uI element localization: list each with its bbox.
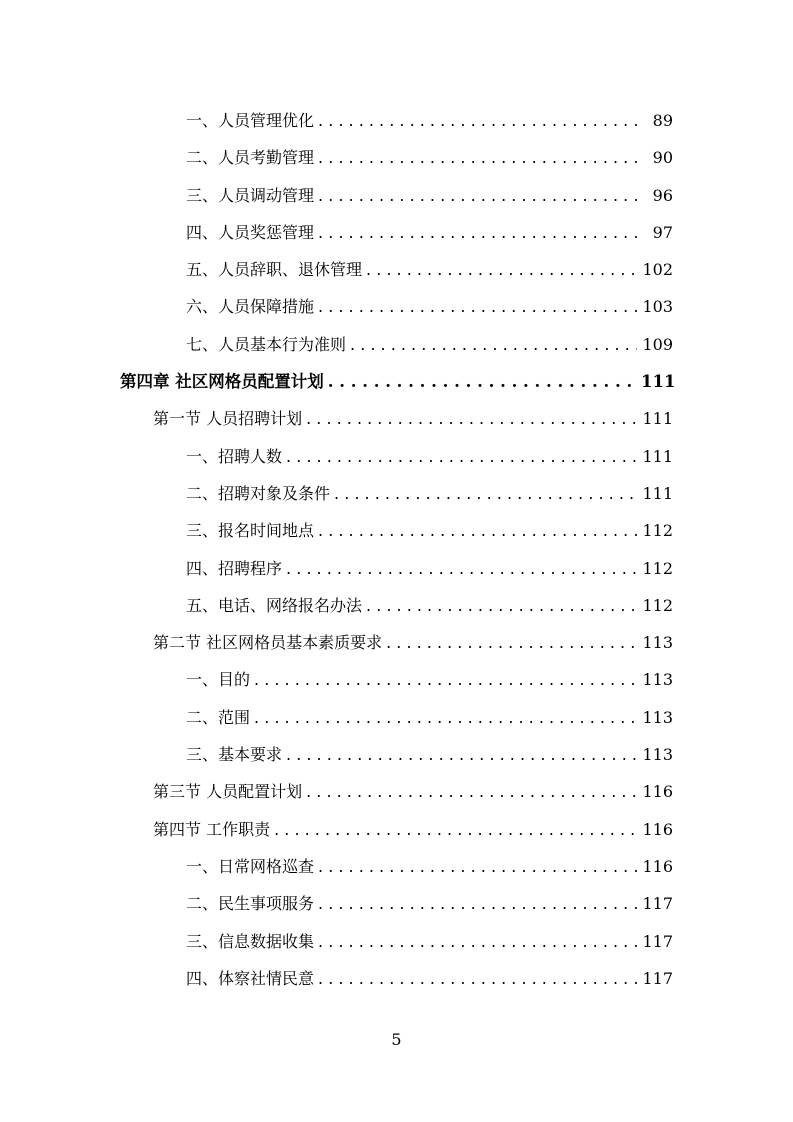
toc-entry[interactable]	[0, 326, 673, 363]
toc-entry[interactable]	[0, 512, 673, 549]
toc-leader-dots	[318, 177, 637, 214]
toc-entry-page-number: 111	[642, 446, 673, 466]
toc-entry-label: 三、人员调动管理	[186, 185, 315, 205]
toc-entry[interactable]	[0, 214, 673, 251]
toc-entry[interactable]	[0, 736, 673, 773]
toc-leader-dots	[254, 699, 637, 736]
toc-entry-page-number: 113	[642, 707, 673, 727]
toc-leader-dots	[306, 400, 637, 437]
toc-entry[interactable]	[0, 811, 673, 848]
toc-entry[interactable]	[0, 438, 673, 475]
toc-entry-label: 三、报名时间地点	[186, 521, 315, 541]
toc-entry-label: 第一节 人员招聘计划	[153, 409, 303, 429]
toc-entry-page-number: 102	[642, 260, 673, 280]
toc-leader-dots	[318, 512, 637, 549]
toc-leader-dots	[318, 848, 637, 885]
toc-entry-label: 五、人员辞职、退休管理	[186, 260, 363, 280]
toc-entry-page-number: 96	[652, 185, 673, 205]
toc-entry-page-number: 112	[642, 595, 673, 615]
toc-leader-dots	[286, 736, 637, 773]
toc-leader-dots	[318, 960, 637, 997]
toc-entry-page-number: 117	[642, 894, 673, 914]
toc-leader-dots	[318, 923, 637, 960]
toc-entry-label: 第二节 社区网格员基本素质要求	[153, 633, 383, 653]
toc-leader-dots	[318, 288, 637, 325]
toc-entry-label: 二、范围	[186, 707, 251, 727]
toc-entry-page-number: 90	[652, 148, 673, 168]
toc-entry-page-number: 117	[642, 931, 673, 951]
toc-entry-page-number: 116	[642, 782, 673, 802]
toc-entry-label: 四、体察社情民意	[186, 968, 315, 988]
toc-entry-label: 第四节 工作职责	[153, 819, 271, 839]
toc-entry[interactable]	[0, 400, 673, 437]
toc-entry-label: 一、目的	[186, 670, 251, 690]
toc-entry[interactable]	[0, 251, 673, 288]
toc-entry-label: 二、民生事项服务	[186, 894, 315, 914]
toc-entry-page-number: 111	[641, 372, 676, 392]
toc-entry[interactable]	[0, 587, 673, 624]
toc-leader-dots	[328, 363, 637, 400]
toc-entry-page-number: 113	[642, 745, 673, 765]
toc-entry[interactable]	[0, 773, 673, 810]
toc-entry[interactable]	[0, 960, 673, 997]
toc-entry-page-number: 89	[652, 111, 673, 130]
toc-leader-dots	[318, 139, 637, 176]
toc-entry-label: 一、招聘人数	[186, 446, 283, 466]
toc-entry-label: 三、信息数据收集	[186, 931, 315, 951]
toc-entry[interactable]	[0, 177, 673, 214]
toc-leader-dots	[366, 251, 637, 288]
toc-leader-dots	[350, 326, 637, 363]
toc-leader-dots	[286, 550, 637, 587]
toc-entry-label: 三、基本要求	[186, 745, 283, 765]
toc-entry-label: 七、人员基本行为准则	[186, 334, 347, 354]
toc-entry-label: 二、人员考勤管理	[186, 148, 315, 168]
toc-entry[interactable]	[0, 885, 673, 922]
toc-entry-label: 四、人员奖惩管理	[186, 222, 315, 242]
toc-entry-page-number: 111	[642, 483, 673, 503]
toc-entry-label: 五、电话、网络报名办法	[186, 595, 363, 615]
toc-leader-dots	[286, 438, 637, 475]
toc-entry-page-number: 113	[642, 633, 673, 653]
toc-entry-label: 四、招聘程序	[186, 558, 283, 578]
toc-entry-label: 二、招聘对象及条件	[186, 483, 331, 503]
toc-entry-page-number: 112	[642, 521, 673, 541]
toc-entry[interactable]	[0, 139, 673, 176]
toc-entry[interactable]	[0, 848, 673, 885]
toc-leader-dots	[306, 773, 637, 810]
toc-entry-page-number: 97	[652, 222, 673, 242]
toc-leader-dots	[254, 661, 637, 698]
toc-entry-page-number: 116	[642, 856, 673, 876]
toc-entry[interactable]	[0, 475, 673, 512]
toc-entry[interactable]	[0, 699, 673, 736]
toc-entry[interactable]	[0, 288, 673, 325]
toc-entry-page-number: 111	[642, 409, 673, 429]
toc-entry[interactable]	[0, 661, 673, 698]
toc-entry[interactable]	[0, 363, 676, 400]
toc-entry-page-number: 112	[642, 558, 673, 578]
toc-leader-dots	[274, 811, 637, 848]
toc-leader-dots	[386, 624, 637, 661]
toc-entry[interactable]	[0, 550, 673, 587]
toc-entry-page-number: 117	[642, 968, 673, 988]
toc-leader-dots	[318, 885, 637, 922]
toc-entry-page-number: 109	[642, 334, 673, 354]
table-of-contents	[0, 102, 793, 997]
toc-entry-page-number: 113	[642, 670, 673, 690]
toc-entry-page-number: 103	[642, 297, 673, 317]
toc-leader-dots	[334, 475, 637, 512]
toc-entry-label: 第三节 人员配置计划	[153, 782, 303, 802]
toc-entry-label: 一、日常网格巡查	[186, 856, 315, 876]
toc-entry-label: 第四章 社区网格员配置计划	[120, 372, 324, 392]
toc-leader-dots	[366, 587, 637, 624]
toc-entry[interactable]	[0, 923, 673, 960]
toc-leader-dots	[318, 102, 637, 139]
toc-entry-label: 一、人员管理优化	[186, 111, 315, 130]
toc-entry[interactable]	[0, 624, 673, 661]
toc-entry-label: 六、人员保障措施	[186, 297, 315, 317]
toc-leader-dots	[318, 214, 637, 251]
toc-entry[interactable]	[0, 102, 673, 139]
toc-entry-page-number: 116	[642, 819, 673, 839]
page-number: 5	[391, 1030, 402, 1049]
